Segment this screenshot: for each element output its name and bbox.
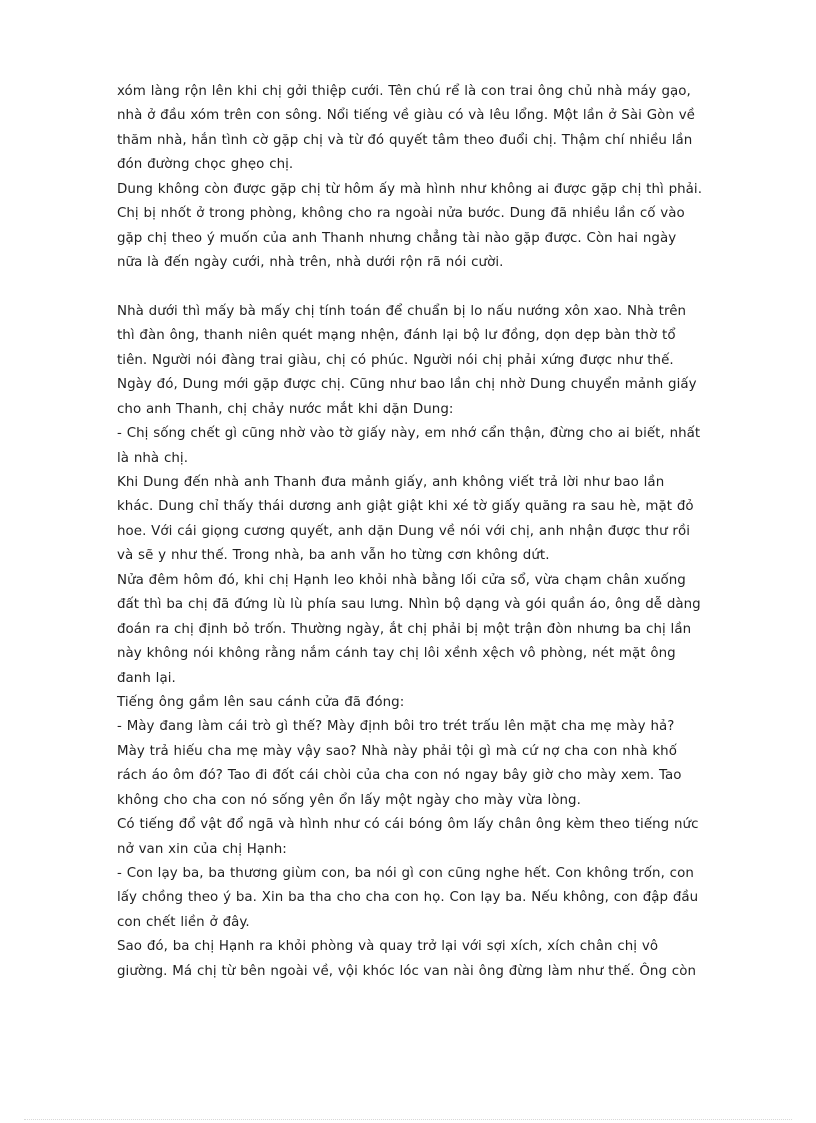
- paragraph: [117, 80, 747, 178]
- text-line: con chết liền ở đây.: [117, 914, 250, 930]
- paragraph: [117, 569, 747, 691]
- text-line: Sao đó, ba chị Hạnh ra khỏi phòng và quay trở lại với sợi xích, xích chân chị vô: [117, 939, 659, 955]
- text-line: Mày trả hiếu cha mẹ mày vậy sao? Nhà này phải tội gì mà cứ nợ cha con nhà khố: [117, 743, 677, 759]
- text-line: Tiếng ông gầm lên sau cánh cửa đã đóng:: [117, 694, 405, 710]
- text-line: xóm làng rộn lên khi chị gởi thiệp cưới. Tên chú rể là con trai ông chủ nhà máy gạo,: [117, 84, 691, 99]
- text-line: cho anh Thanh, chị chảy nước mắt khi dặn Dung:: [117, 401, 454, 417]
- text-line: - Chị sống chết gì cũng nhờ vào tờ giấy này, em nhớ cẩn thận, đừng cho ai biết, nhất: [117, 426, 701, 442]
- text-line: Chị bị nhốt ở trong phòng, không cho ra ngoài nửa bước. Dung đã nhiều lần cố vào: [117, 206, 685, 222]
- text-line: Dung không còn được gặp chị từ hôm ấy mà hình như không ai được gặp chị thì phải.: [117, 181, 703, 197]
- paragraph: [117, 178, 747, 276]
- text-line: và sẽ y như thế. Trong nhà, ba anh vẫn ho từng cơn không dứt.: [117, 548, 550, 564]
- text-line: rách áo ôm đó? Tao đi đốt cái chòi của cha con nó ngay bây giờ cho mày xem. Tao: [117, 768, 682, 784]
- text-line: nở van xin của chị Hạnh:: [117, 841, 287, 857]
- paragraph: [117, 715, 747, 813]
- text-line: khác. Dung chỉ thấy thái dương anh giật giật khi xé tờ giấy quăng ra sau hè, mặt đỏ: [117, 499, 694, 515]
- text-line: đón đường chọc ghẹo chị.: [117, 157, 294, 173]
- text-line: thăm nhà, hắn tình cờ gặp chị và từ đó quyết tâm theo đuổi chị. Thậm chí nhiều lần: [117, 132, 693, 148]
- text-line: tiên. Người nói đàng trai giàu, chị có phúc. Người nói chị phải xứng được như thế.: [117, 352, 674, 368]
- text-line: Có tiếng đổ vật đổ ngã và hình như có cái bóng ôm lấy chân ông kèm theo tiếng nức: [117, 817, 699, 833]
- text-line: đoán ra chị định bỏ trốn. Thường ngày, ắt chị phải bị một trận đòn nhưng ba chị lần: [117, 621, 692, 637]
- text-line: Khi Dung đến nhà anh Thanh đưa mảnh giấy, anh không viết trả lời như bao lần: [117, 475, 665, 490]
- paragraph: [117, 935, 747, 984]
- text-line: - Mày đang làm cái trò gì thế? Mày định bôi tro trét trấu lên mặt cha mẹ mày hả?: [117, 719, 675, 735]
- text-line: là nhà chị.: [117, 450, 188, 466]
- text-line: Nhà dưới thì mấy bà mấy chị tính toán để chuẩn bị lo nấu nướng xôn xao. Nhà trên: [117, 303, 687, 319]
- paragraph: [117, 691, 747, 715]
- text-line: lấy chồng theo ý ba. Xin ba tha cho cha con họ. Con lạy ba. Nếu không, con đập đầu: [117, 890, 699, 906]
- text-line: Nửa đêm hôm đó, khi chị Hạnh leo khỏi nhà bằng lối cửa sổ, vừa chạm chân xuống: [117, 572, 686, 588]
- text-line: - Con lạy ba, ba thương giùm con, ba nói gì con cũng nghe hết. Con không trốn, con: [117, 866, 694, 881]
- paragraph: [117, 862, 747, 935]
- text-line: đất thì ba chị đã đứng lù lù phía sau lưng. Nhìn bộ dạng và gói quần áo, ông dễ dàng: [117, 597, 701, 613]
- text-line: này không nói không rằng nắm cánh tay chị lôi xềnh xệch vô phòng, nét mặt ông: [117, 646, 676, 662]
- document-body: [117, 80, 747, 984]
- text-line: đanh lại.: [117, 670, 176, 686]
- paragraph: [117, 422, 747, 471]
- paragraph: [117, 471, 747, 569]
- text-line: hoe. Với cái giọng cương quyết, anh dặn Dung về nói với chị, anh nhận được thư rồi: [117, 523, 690, 539]
- paragraph-spacer: [117, 276, 747, 300]
- text-line: thì đàn ông, thanh niên quét mạng nhện, đánh lại bộ lư đồng, dọn dẹp bàn thờ tổ: [117, 328, 676, 344]
- text-line: gặp chị theo ý muốn của anh Thanh nhưng chẳng tài nào gặp được. Còn hai ngày: [117, 230, 677, 246]
- text-line: nhà ở đầu xóm trên con sông. Nổi tiếng về giàu có và lêu lổng. Một lần ở Sài Gòn về: [117, 108, 695, 124]
- text-line: không cho cha con nó sống yên ổn lấy một ngày cho mày vừa lòng.: [117, 792, 581, 808]
- text-line: giường. Má chị từ bên ngoài về, vội khóc lóc van nài ông đừng làm như thế. Ông còn: [117, 963, 696, 979]
- paragraph: [117, 300, 747, 422]
- paragraph: [117, 813, 747, 862]
- text-line: Ngày đó, Dung mới gặp được chị. Cũng như bao lần chị nhờ Dung chuyển mảnh giấy: [117, 377, 697, 393]
- text-line: nữa là đến ngày cưới, nhà trên, nhà dưới rộn rã nói cười.: [117, 255, 504, 271]
- page-bottom-divider: [24, 1119, 792, 1120]
